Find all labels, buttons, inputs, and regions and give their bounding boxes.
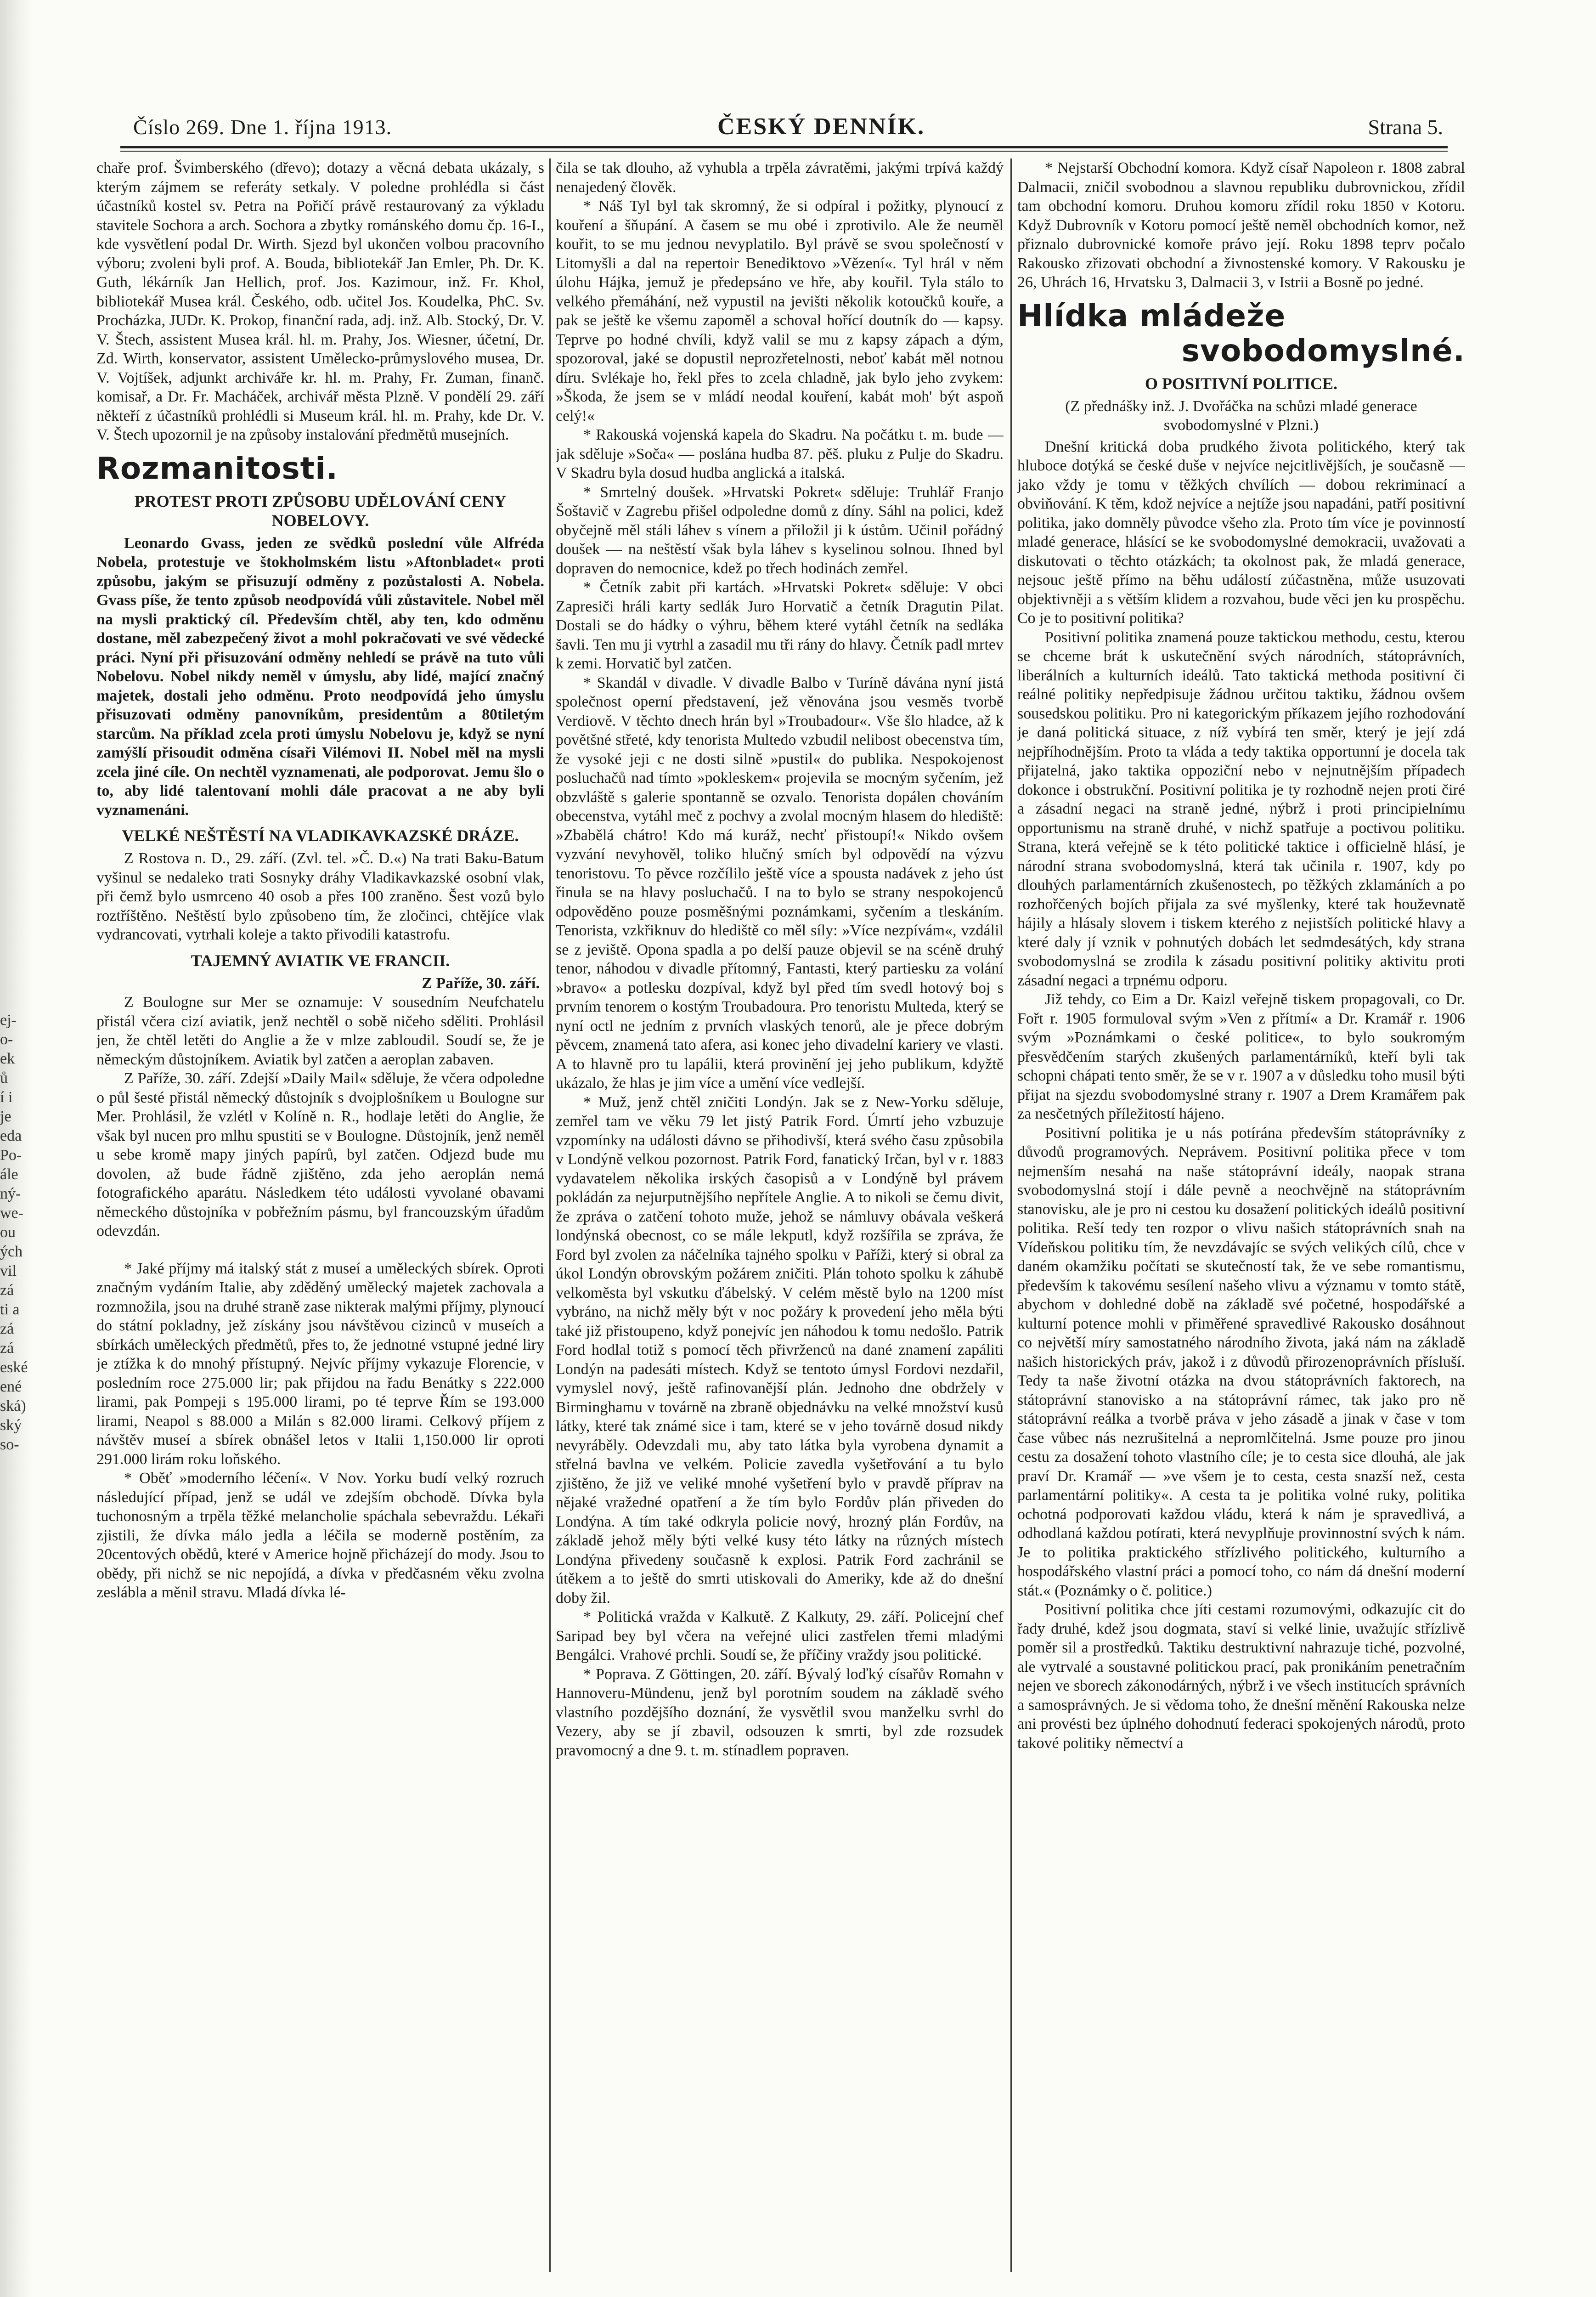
left-page-bleed xyxy=(0,0,32,2297)
bleed-fragment: zá xyxy=(0,1340,14,1357)
article-paragraph: Dnešní kritická doba prudkého života politického, který tak hluboce dotýká se české duše v nejvíce nejcitlivějších, je současně — jako vždy je tomu v těžkých chvílích — dobou rekriminací a obviňování. K těm, kdož nejvíce a nejtíže jsou napadáni, patří positivní politika, jako domněly původce všeho zla. Proto tím více je povinností mladé generace, hlásící se ke svobodomyslné demokracii, uvažovati a diskutovati o těchto otázkách; ta okolnost pak, že mladá generace, nejsouc ještě přímo na běhu událostí zúčastněna, může usuzovati objektivněji a s větším klidem a rozvahou, bude věci jen ku prospěchu. Co je to positivní politika? xyxy=(1017,438,1465,627)
bleed-fragment: eské xyxy=(0,1359,28,1376)
bleed-fragment: ené xyxy=(0,1378,22,1395)
bleed-fragment: ská) xyxy=(0,1397,26,1414)
bleed-fragments xyxy=(0,1011,32,1454)
news-item: * Poprava. Z Göttingen, 20. září. Bývalý loďký císařův Romahn v Hannoveru-Mündenu, jenž byl porotním soudem na základě svého vlastního pozdějšího doznání, že vysvětlil svou manželku svrhl do Vezery, aby se jí zbavil, odsouzen k smrti, byl zde rozsudek pravomocný a dne 9. t. m. stínadlem popraven. xyxy=(556,1665,1004,1759)
section-rubric: Hlídka mládeže xyxy=(1017,298,1286,334)
article-paragraph: Již tehdy, co Eim a Dr. Kaizl veřejně tiskem propagovali, co Dr. Fořt r. 1905 formuloval svým »Ven z přítmí« a Dr. Kramář r. 1906 svým »Poznámkami o české politice«, to bylo soukromým přesvědčením starých zkušených parlamentárníků, kteří byli tak schopni chápati tento směr, že se v r. 1907 a v důsledku toho musil býti přijat na sjezdu svobodomyslné strany r. 1907 a Drem Kramářem pak za nesčetných příležitostí hájeno. xyxy=(1017,991,1465,1122)
bleed-fragment: ek xyxy=(0,1050,15,1067)
news-item: * Jaké příjmy má italský stát z museí a uměleckých sbírek. Oproti značným vydáním Italie, aby zděděný umělecký majetek zachovala a rozmnožila, jsou na druhé straně zase nikterak malými příjmy, plynoucí do státní pokladny, jež získány jsou návštěvou cizinců v museích a sbírkách uměleckých předmětů, přes to, že jednotné vstupné jedné liry je ztížka k do mnohý přístupný. Nejvíc příjmy vykazuje Florencie, v posledním roce 275.000 lir; pak přijdou na řadu Benátky s 222.000 lirami, pak Pompeji s 195.000 lirami, po té teprve Řím se 193.000 lirami, Neapol s 88.000 a Milán s 82.000 lirami. Celkový příjem z návštěv museí a sbírek obnášel letos v Italii 1,150.000 lir oproti 291.000 lirám roku loňského. xyxy=(96,1260,544,1468)
bleed-fragment: ný- xyxy=(0,1185,21,1202)
section-rubric-line2: svobodomyslné. xyxy=(1181,333,1465,368)
article-heading: VELKÉ NEŠTĚSTÍ NA VLADIKAVKAZSKÉ DRÁZE. xyxy=(122,826,519,845)
article-paragraph: Positivní politika je u nás potírána především státoprávníky z důvodů programových. Neprávem. Positivní politika přece v tom nejmenším nesahá na naše státoprávní ideály, naopak strana svobodomyslná stojí i dále pevně a neochvějně na státoprávním stanovisku, ale je pro ni cestou ku dosažení politických ideálů positivní politika. Reší tedy ten rozpor o vlivu našich státoprávních snah na Vídeňskou politiku tím, že nevzdávajíc se svých velikých cílů, chce v daném okamžiku počítati se skutečností tak, že ve sebe romantismu, především k takovému sesílení našeho vlivu a významu v tomto státě, abychom v dohledné době na základě své početné, hospodářské a kulturní potence mohli v přiměřené spravedlivé Rakousko dosáhnout co největší míry samostatného národního života, jaká nám na základě našich historických práv, jakož i z důvodů přirozenoprávních přísluší. Tedy ta naše životní otázka na dvou státoprávních faktorech, na státoprávní stanovisko a na státoprávní rámec, tak jako pro ně státoprávní reálka a tvorbě práva v jeho zásadě a jinak v čase v tom čase vůbec nás nezrušitelná a nepromlčitelná. Jsme pouze pro jinou cestu za dosažení tohoto vlastního cíle; je to cesta sice dlouhá, ale jak praví Dr. Kramář — »ve všem je to cesta, cesta snazší než, cesta parlamentární politiky«. A cesta ta je politika volné ruky, politika ochotná podporovati každou vládu, která k nám je spravedlivá, a odhodlaná každou potírati, která nevyplňuje provinnostní svých k nám. Je to politika praktického střízlivého politického, kulturního a hospodářského vlastní práci a pomocí toho, co nám dá dnešní moderní stát.« (Poznámky o č. politice.) xyxy=(1017,1124,1465,1599)
article-continuation: čila se tak dlouho, až vyhubla a trpěla závratěmi, jakými trpívá každý nenajedený člověk. xyxy=(556,159,1004,196)
section-rubric: Rozmanitosti. xyxy=(96,450,338,486)
article-heading: PROTEST PROTI ZPŮSOBU UDĚLOVÁNÍ CENY NOBELOVY. xyxy=(134,492,507,530)
article-heading: TAJEMNÝ AVIATIK VE FRANCII. xyxy=(191,951,450,970)
article-continuation: chaře prof. Švimberského (dřevo); dotazy a věcná debata ukázaly, s kterým zájmem se referáty setkaly. V poledne prohlédla si část účastníků kostel sv. Petra na Pořičí právě restaurovaný za výkladu stavitele Sochora a arch. Sochora a zbytky románského domu čp. 16-I., kde vysvětlení podal Dr. Wirth. Sjezd byl ukončen volbou pracovního výboru; zvoleni byli prof. A. Bouda, bibliotekář Jan Emler, Ph. Dr. K. Guth, lékárník Jan Hellich, prof. Jos. Kazimour, inž. Fr. Khol, bibliotekář Musea král. Českého, odb. učitel Jos. Koudelka, PhC. Sv. Procházka, JUDr. K. Prokop, finanční rada, adj. inž. Alb. Stocký, Dr. V. V. Štech, assistent Musea král. hl. m. Prahy, Jos. Wiesner, účetní, Dr. Zd. Wirth, konservator, assistent Umělecko-průmyslového musea, Dr. V. Vojtíšek, adjunkt archiváře kr. hl. m. Prahy, Fr. Zuman, finanč. komisař, a Dr. Fr. Macháček, archivář města Plzně. V pondělí 29. září někteří z účastníků prohlédli si Museum král. hl. m. Prahy, kde Dr. V. V. Štech upozornil je na způsoby instalování předmětů musejních. xyxy=(96,159,544,443)
bleed-fragment: ej- xyxy=(0,1012,17,1029)
article-paragraph: Positivní politika znamená pouze taktickou methodu, cestu, kterou se chceme brát k uskutečnění svých národních, státoprávních, liberálních a kulturních ideálů. Tato taktická methoda positivní či reálné politiky nepředpisuje žádnou určitou taktiku, žádnou ovšem sousedskou politiku. Pro ni kategorickým příkazem jejího rozhodování je daná politická situace, z níž vybírá ten směr, který je její zdá nejpříhodnějším. Proto ta vláda a tedy taktika opportunní je docela tak přijatelná, jako taktika oppoziční nebo v nejnutnějším případech dokonce i obstrukční. Positivní politika je ty rozhodně nejen proti čiré a zásadní negaci na straně jedné, nýbrž i proti principielnímu opportunismu na straně druhé, v nichž spatřuje a poctivou politiku. Strana, která veřejně se k této politické taktice i officielně hlásí, je národní strana svobodomyslná, která tak učinila r. 1907, kdy po dlouhých parlamentárních zkušenostech, po těžkých zklamáních a po rozhořčených bojích přijala za své myšlenky, které tak houževnatě hájily a hlásaly slovem i tiskem kterého z nejistších politické hlavy a které daly jí vznik v pohnutých dobách let sedmdesátých, kdy strana svobodomyslná se zrodila k zásadu positivní politiky aktivitu proti zásadní negaci a trpnému odporu. xyxy=(1017,628,1465,989)
article-paragraph: Z Rostova n. D., 29. září. (Zvl. tel. »Č. D.«) Na trati Baku-Batum vyšinul se nedaleko trati Sosnyky dráhy Vladikavkazské osobní vlak, při čemž bylo usmrceno 40 osob a přes 100 zraněno. Šest vozů bylo roztříštěno. Neštěstí bylo způsobeno tím, že zločinci, chtějíce vlak vydrancovati, vytrhali koleje a takto přivodili katastrofu. xyxy=(96,850,544,943)
news-item: * Náš Tyl byl tak skromný, že si odpíral i požitky, plynoucí z kouření a šňupání. A časem se mu obé i zprotivilo. Ale že neuměl kouřit, to se mu jednou nevyplatilo. Byl právě se svou společností v Litomyšli a dal na repertoir Benediktovo »Vězení«. Tyl hrál v něm úlohu Hájka, jemuž je předepsáno ve hře, aby kouřil. Tyla stálo to velkého přemáhání, než vypustil na jevišti několik kotoučků kouře, a pak se ještě ke všemu zapoměl a schoval hořící doutník do — kapsy. Teprve po hodné chvíli, když valil se mu z kapsy zápach a dým, spozoroval, jaké se dopustil neprozřetelnosti, neboť kabát měl notnou díru. Svlékaje ho, řekl přes to zcela chladně, jak bylo jeho zvykem: »Škoda, že jsem se v mládí neodal kouření, kabát moh' být aspoň celý!« xyxy=(556,198,1004,424)
header-rule xyxy=(120,146,1448,148)
bleed-fragment: í i xyxy=(0,1089,13,1106)
article-paragraph: Z Boulogne sur Mer se oznamuje: V sousedním Neufchatelu přistál včera cizí aviatik, jenž nechtěl o sobě ničeho sděliti. Prohlásil jen, že chtěl letěti do Anglie a že v mlze zabloudil. Soudí se, že je německým důstojníkem. Aviatik byl zatčen a aeroplan zabaven. xyxy=(96,994,544,1068)
article-subheading: (Z přednášky inž. J. Dvořáčka na schůzi mladé generace svobodomyslné v Plzni.) xyxy=(1065,397,1417,434)
news-item: * Skandál v divadle. V divadle Balbo v Turíně dávána nyní jistá společnost operní představení, jež věnována jsou vesměs tvorbě Verdiově. V těchto dnech hrán byl »Troubadour«. Vše šlo hladce, až k povětšné střeté, kdy tenorista Multedo vzbudil nelibost obecenstva tím, že vysoké jeji c ne dosti silně »pustil« do publika. Nespokojenost posluchačů nad tímto »pokleskem« projevila se mocným syčením, jež obzvláště s galerie spontanně se ozvalo. Tenorista dopálen chováním obecenstva, vytáhl meč z pochvy a zvolal mocným hlasem do hlediště: »Zbabělá chátro! Kdo má kuráž, nechť přistoupí!« Nikdo ovšem vyzvání nevyhověl, toliko hlučný smích byl odpovědí na výzvu tenoristovu. To pěvce rozčílilo ještě více a spousta nadávek z jeho úst řinula se na hlavy posluchačů. I na to bylo se strany nespokojenců odpověděno pouze posměšnými poznámkami, syčením a tleskáním. Tenorista, vzkřiknuv do hlediště co měl síly: »Více nezpívám«, vzdálil se z jeviště. Opona spadla a po delší pauze objevil se na scéně druhý tenor, náhodou v divadle přítomný, Fantasti, který partiesku za volání »bravo« a potlesku dozpíval, když byl před tím svedl hotový boj s prvním tenorem o kostým Troubadoura. Pro tenoristu Multeda, který se nyní octl ne jedním z prvních vlaských tenorů, ale je přece dobrým pěvcem, znamená tato afera, asi konec jeho divadelní kariery ve vlasti. A to hlavně pro tu lapálii, která provinění jej jeho publikum, kdyžtě ukázalo, že hlas je jim více a umění více vedlejší. xyxy=(556,674,1004,1092)
news-item: * Rakouská vojenská kapela do Skadru. Na počátku t. m. bude — jak sděluje »Soča« — poslána hudba 87. pěš. pluku z Pulje do Skadru. V Skadru byla dosud hudba anglická a italská. xyxy=(556,426,1004,481)
news-item: * Četník zabit při kartách. »Hrvatski Pokret« sděluje: V obci Zapresiči hráli karty sedlák Juro Horvatič a četník Dragutin Pilat. Dostali se do hádky o výhru, během které vytáhl četník na sedláka šavli. Ten mu ji vytrhl a zasadil mu tři rány do hlavy. Četník padl mrtev k zemi. Horvatič byl zatčen. xyxy=(556,579,1004,672)
news-item: * Smrtelný doušek. »Hrvatski Pokret« sděluje: Truhlář Franjo Šoštavič v Zagrebu přišel odpoledne domů z díny. Sáhl na polici, kdež obyčejně měl stáli láhev s vínem a přiložil ji k ústům. Učinil pořádný doušek — na neštěstí však byla láhev s kyselinou solnou. Ihned byl dopraven do nemocnice, kdež po třech hodinách zemřel. xyxy=(556,483,1004,577)
bleed-fragment: zá xyxy=(0,1320,14,1337)
bleed-fragment: we- xyxy=(0,1205,23,1222)
bleed-fragment: ále xyxy=(0,1166,18,1183)
article-paragraph: Z Paříže, 30. září. Zdejší »Daily Mail« sděluje, že včera odpoledne o půl šesté přistál německý důstojník s dvojplošníkem u Boulogne sur Mer. Prohlásil, že vzlétl v Kolíně n. R., hodlaje letěti do Anglie, že však byl nucen pro mlhu spustiti se v Boulogne. Důstojník, jenž neměl u sebe kromě mapy jiných papírů, byl zatčen. Odjezd bude mu dovolen, až bude řádně zjištěno, zda jeho aeroplán nemá fotografického aparátu. Následkem této události vyvolané obavami německého důstojníka v pobřežním pásmu, byl francouzským úřadům odevzdán. xyxy=(96,1070,544,1239)
issue-date: Číslo 269. Dne 1. října 1913. xyxy=(133,115,392,139)
column-1 xyxy=(96,158,544,2286)
newspaper-title: ČESKÝ DENNÍK. xyxy=(717,113,925,140)
bleed-fragment: ů xyxy=(0,1069,8,1086)
article-paragraph: Leonardo Gvass, jeden ze svědků poslední vůle Alfréda Nobela, protestuje ve štokholmském listu »Aftonbladet« proti způsobu, jakým se přisuzují odměny z pozůstalosti A. Nobela. Gvass píše, že tento způsob neodpovídá vůli zůstavitele. Nobel měl na mysli praktický cíl. Především chtěl, aby ten, kdo odměnu dostane, měl zabezpečený život a mohl pokračovati ve své vědecké práci. Nyní při přisuzování odměny nehledí se právě na tuto vůli Nobelovu. Nobel nikdy neměl v úmyslu, aby lidé, mající značný majetek, dostali jeho odměnu. Proto neodpovídá jeho úmyslu přisuzovati odměny panovníkům, presidentům a 80tiletým starcům. Na příklad zcela proti úmyslu Nobelovu je, když se nyní zamýšlí přisoudit odměna císaři Vilémovi II. Nobel měl na mysli zcela jiné cíle. On nechtěl vyznamenati, ale podporovat. Jemu šlo o to, aby lidé talentovaní mohli dále pracovat a ne aby byli vyznamenáni. xyxy=(96,534,544,819)
bleed-fragment: ti a xyxy=(0,1301,20,1318)
header-rule-thin xyxy=(120,151,1448,152)
news-item: * Muž, jenž chtěl zničiti Londýn. Jak se z New-Yorku sděluje, zemřel tam ve věku 79 let jistý Patrik Ford. Úmrtí jeho vzbuzuje vzpomínky na události dávno se přihodivší, která svého času způsobila v Londýně velkou pozornost. Patrik Ford, fanatický Irčan, byl v r. 1883 vydavatelem několika irských časopisů a v Londýně byl právem pokládán za nejurputnějšího nepřítele Anglie. A to nikoli se čemu divit, že zpráva o zatčení tohoto muže, jehož se námluvy obávala veškerá londýnská obecnost, co se mále lekputl, když rozšířila se zpráva, že Ford byl zvolen za náčelníka tajného spolku v Paříži, který si obral za úkol Londýn obrovským požárem zničiti. Plán tohoto spolku k záhubě velkoměsta byl vskutku ďábelský. V celém městě bylo na 1200 míst vybráno, na nichž měly být v noc požáry k provedení jeho měla býti také již přistoupeno, když ponejvíc jen náhodou k tomu nedošlo. Patrik Ford hodlal totiž s pomocí těch přivrženců na dané znamení zapáliti Londýn na padesáti místech. Když se tentoto úmysl Fordovi nezdařil, vymyslel nový, ještě rafinovanější plán. Jednoho dne obdržely v Birminghamu v továrně na zbraně objednávku na velké množství kusů látky, které tak známé sice i tam, které se v jeho továrně dosud nikdy nevyráběly. Odevzdali mu, aby tato látka byla vyrobena dynamit a střelná bavlna ve velkém. Policie zavedla vyšetřování a tu bylo zjištěno, že již ve veliké mnohé vyšetření bylo v pravdě příprav na nějaké vražedné opatření a že tím bylo Fordův plán přiveden do Londýna. A tím také odkryla policie nový, hrozný plán Fordův, na základě jehož měly býti velké kusy této látky na různých místech Londýna přivedeny současně k explosi. Patrik Ford zachránil se útěkem a to ještě do smrti utiskovali do Ameriky, kde až do dnešní doby žil. xyxy=(556,1093,1004,1607)
column-divider xyxy=(549,158,551,2272)
news-item: * Oběť »moderního léčení«. V Nov. Yorku budí velký rozruch následující případ, jenž se udál ve zdejším obchodě. Dívka byla tuchonosným a trpěla těžké melancholie spáchala sebevraždu. Lékaři zjistili, že dívka málo jedla a léčila se moderně postěním, za 20centových obědů, které v Americe hojně přicházejí do mody. Jsou to obědy, při nichž se nic nepojídá, a dívka v předčasném věku zvolna zeslábla a měnil stravu. Mladá dívka lé- xyxy=(96,1470,544,1601)
bleed-fragment: eda xyxy=(0,1127,22,1144)
bleed-fragment: o- xyxy=(0,1031,13,1048)
bleed-fragment: Po- xyxy=(0,1147,22,1164)
news-item: * Nejstarší Obchodní komora. Když císař Napoleon r. 1808 zabral Dalmacii, zničil svobodnou a slavnou republiku dubrovnickou, zřídil tam obchodní komoru. Druhou komoru zřídil roku 1850 v Kotoru. Když Dubrovník v Kotoru pomocí ještě neměl obchodních komor, než přiznalo dubrovnické komoře právo její. Roku 1898 teprv počalo Rakousko zřizovati obchodní a živnostenské komory. V Rakousku je 26, Uhrách 16, Hrvatsku 3, Dalmacii 3, v Istrii a Bosně po jedné. xyxy=(1017,159,1465,291)
bleed-fragment: je xyxy=(0,1108,11,1125)
bleed-fragment: ých xyxy=(0,1243,23,1260)
bleed-fragment: so- xyxy=(0,1436,19,1453)
bleed-fragment: zá xyxy=(0,1282,14,1299)
bleed-fragment: ský xyxy=(0,1417,22,1434)
news-item: * Politická vražda v Kalkutě. Z Kalkuty, 29. září. Policejní chef Saripad bey byl včera na veřejné ulici zastřelen třemi mladými Bengálci. Vrahové prchli. Soudí se, že příčiny vraždy jsou politické. xyxy=(556,1608,1004,1663)
bleed-fragment: ou xyxy=(0,1224,16,1241)
column-2 xyxy=(556,158,1004,2286)
column-divider xyxy=(1010,158,1012,2272)
article-paragraph: Positivní politika chce jíti cestami rozumovými, odkazujíc cit do řady druhé, kdež jsou dogmata, staví si velké linie, uvažujíc střízlivě poměr sil a prostředků. Taktiku destruktivní nahrazuje tiché, pozvolné, ale vytrvalé a soustavné politickou prací, pak pronikáním penetračním nejen ve sborech zákonodárných, nýbrž i ve všech institucích správních a samosprávných. Je si vědoma toho, že dnešní měnění Rakouska nelze ani provésti bez úplného dohodnutí federaci spokojených národů, proto takové politiky němectví a xyxy=(1017,1601,1465,1752)
page-number: Strana 5. xyxy=(1368,115,1443,139)
column-3 xyxy=(1017,158,1465,2286)
page-header xyxy=(120,111,1448,148)
bleed-fragment: vil xyxy=(0,1262,17,1279)
article-dateline: Z Paříže, 30. září. xyxy=(422,974,540,992)
article-heading: O POSITIVNÍ POLITICE. xyxy=(1145,374,1338,393)
